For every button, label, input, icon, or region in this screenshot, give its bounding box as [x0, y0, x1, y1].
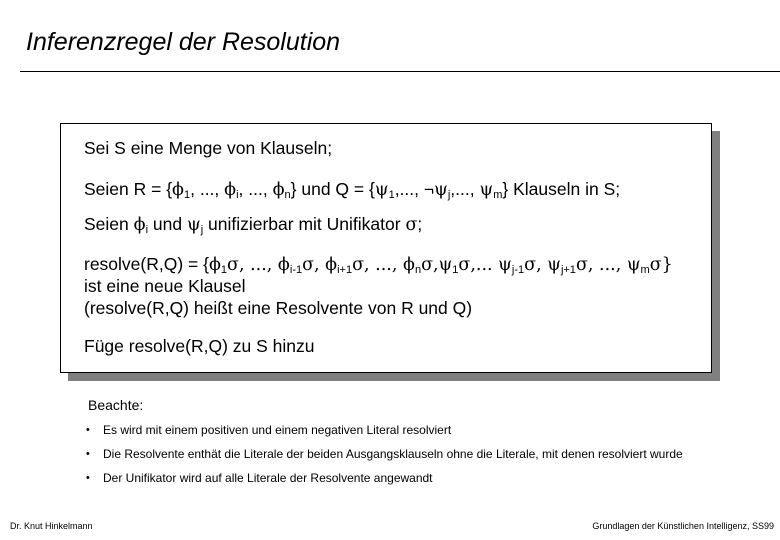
notes-list [86, 422, 686, 494]
footer-course: Grundlagen der Künstlichen Intelligenz, SS99 [592, 521, 774, 531]
notes-heading: Beachte: [88, 397, 144, 413]
title-divider [20, 71, 780, 72]
line-resolvent-definition: (resolve(R,Q) heißt eine Resolvente von R und Q) [84, 298, 473, 318]
footer-author: Dr. Knut Hinkelmann [10, 521, 93, 531]
list-item: • Es wird mit einem positiven und einem negativen Literal resolviert [86, 423, 452, 437]
bullet-icon: • [86, 472, 90, 484]
line-add-to-set: Füge resolve(R,Q) zu S hinzu [84, 336, 315, 356]
bullet-icon: • [86, 424, 90, 436]
line-resolve-formula: resolve(R,Q) = {$\phi_1\sigma$, ..., $\phi_{i-1}\sigma$, $\phi_{i+1}\sigma$, ..., $\phi_n\sigma,\psi_1\sigma$,... $\psi_{j-1}\sigma$, $\psi_{j+1}\sigma$, ..., $\psi_m\sigma$} [84, 254, 673, 276]
bullet-icon: • [86, 448, 90, 460]
line-new-clause: ist eine neue Klausel [84, 276, 246, 296]
list-item: • Der Unifikator wird auf alle Literale der Resolvente angewandt [86, 471, 433, 485]
line-set-definition: Sei S eine Menge von Klauseln; [84, 138, 333, 158]
line-unifier: Seien $\phi_i$ und $\psi_j$ unifizierbar mit Unifikator σ; [84, 214, 423, 236]
line-clauses: Seien $R = \{\phi_1$, ..., $\phi_i$, ..., $\phi_n$} und $Q = \{\psi_1$,..., $\neg\psi_j$,..., $\psi_m$} Klauseln in S; [84, 179, 621, 201]
slide-title: Inferenzregel der Resolution [26, 28, 341, 56]
list-item: • Die Resolvente enthät die Literale der beiden Ausgangsklauseln ohne die Literale, mit denen resolviert wurde [86, 447, 683, 461]
